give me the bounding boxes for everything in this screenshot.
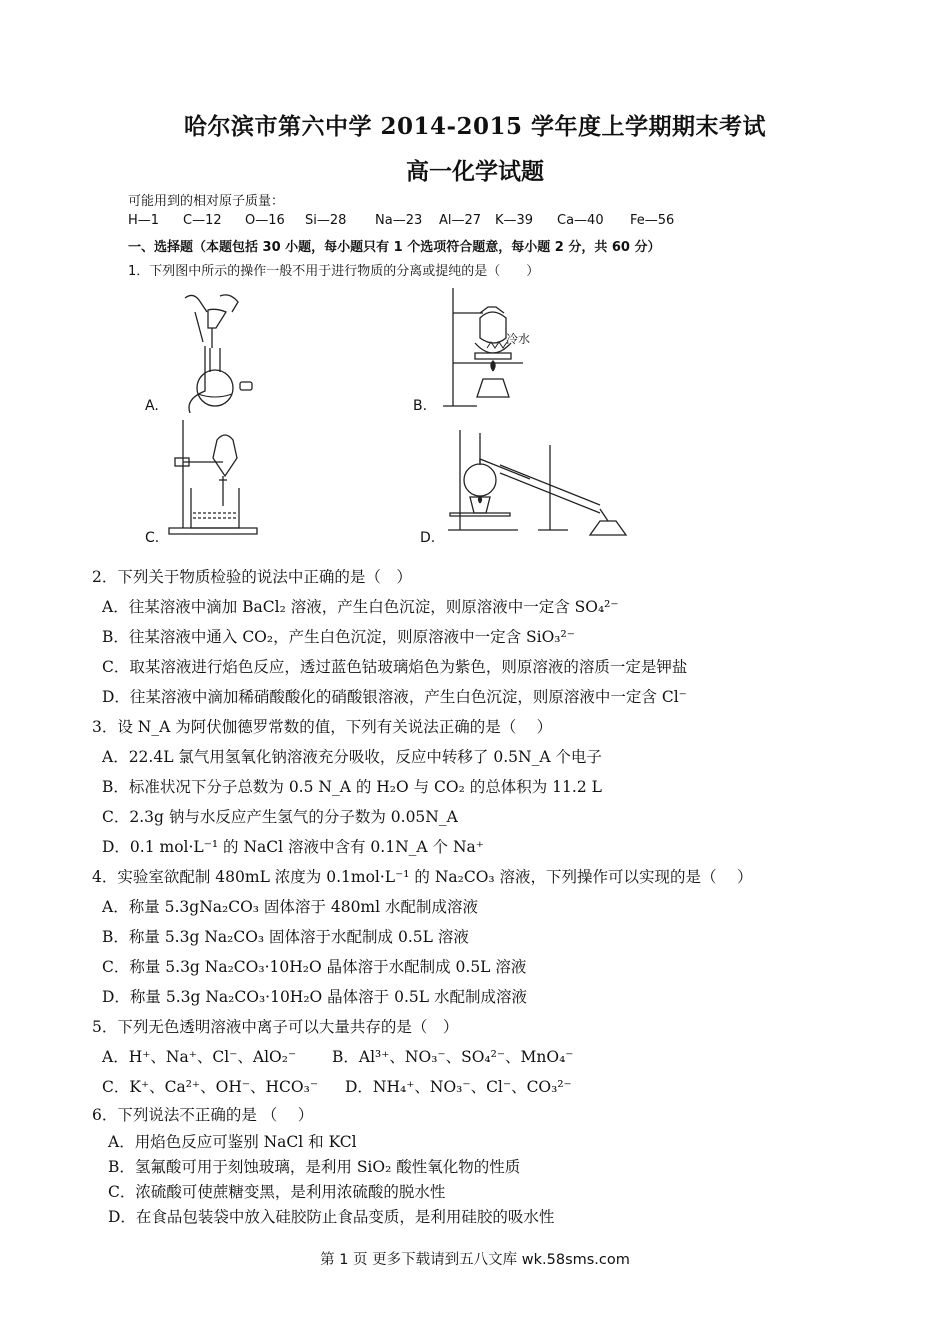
mass-item: H—1 [128,213,160,228]
filtration-figure [140,288,280,413]
section-heading: 一、选择题（本题包括 30 小题，每小题只有 1 个选项符合题意，每小题 2 分，共 60 分） [128,240,661,255]
mass-item: Si—28 [305,213,347,228]
exam-title: 哈尔滨市第六中学 2014-2015 学年度上学期期末考试 [183,113,767,140]
figure-label-b: B. [413,398,428,414]
question-3-option-b: B．标准状况下分子总数为 0.5 N_A 的 H₂O 与 CO₂ 的总体积为 11.2 L [102,778,602,796]
question-2-option-b: B．往某溶液中通入 CO₂，产生白色沉淀，则原溶液中一定含 SiO₃²⁻ [102,628,575,646]
question-5-option-d: D．NH₄⁺、NO₃⁻、Cl⁻、CO₃²⁻ [345,1078,572,1096]
question-4-option-a: A．称量 5.3gNa₂CO₃ 固体溶于 480ml 水配制成溶液 [102,898,479,916]
question-3-option-d: D．0.1 mol·L⁻¹ 的 NaCl 溶液中含有 0.1N_A 个 Na⁺ [102,838,484,856]
figure-label-d: D. [420,530,436,546]
question-2-stem: 2．下列关于物质检验的说法中正确的是（ ） [92,568,412,586]
question-5-option-c: C．K⁺、Ca²⁺、OH⁻、HCO₃⁻ [102,1078,319,1096]
mass-item: C—12 [183,213,222,228]
question-2-option-a: A．往某溶液中滴加 BaCl₂ 溶液，产生白色沉淀，则原溶液中一定含 SO₄²⁻ [102,598,619,616]
separatory-funnel-figure [165,418,265,538]
question-3-option-a: A．22.4L 氯气用氢氧化钠溶液充分吸收，反应中转移了 0.5N_A 个电子 [102,748,602,766]
question-3-option-c: C．2.3g 钠与水反应产生氢气的分子数为 0.05N_A [102,808,458,826]
question-6-option-a: A．用焰色反应可鉴别 NaCl 和 KCl [108,1133,357,1151]
mass-item: Ca—40 [557,213,604,228]
question-5-option-a: A．H⁺、Na⁺、Cl⁻、AlO₂⁻ [102,1048,297,1066]
page-footer: 第 1 页 更多下载请到五八文库 wk.58sms.com [320,1252,630,1268]
mass-intro: 可能用到的相对原子质量： [128,194,285,209]
sublimation-figure [435,283,545,413]
figure-label-c: C. [145,530,160,546]
question-4-option-c: C．称量 5.3g Na₂CO₃·10H₂O 晶体溶于水配制成 0.5L 溶液 [102,958,527,976]
question-2-option-d: D．往某溶液中滴加稀硝酸酸化的硝酸银溶液，产生白色沉淀，则原溶液中一定含 Cl⁻ [102,688,687,706]
mass-item: O—16 [245,213,285,228]
mass-item: Na—23 [375,213,423,228]
question-4-stem: 4．实验室欲配制 480mL 浓度为 0.1mol·L⁻¹ 的 Na₂CO₃ 溶液，下列操作可以实现的是（ ） [92,868,753,886]
mass-item: Fe—56 [630,213,675,228]
exam-subtitle: 高一化学试题 [406,158,544,185]
mass-item: Al—27 [439,213,482,228]
question-2-option-c: C．取某溶液进行焰色反应，透过蓝色钴玻璃焰色为紫色，则原溶液的溶质一定是钾盐 [102,658,688,676]
question-1-stem: 1．下列图中所示的操作一般不用于进行物质的分离或提纯的是（ ） [128,264,540,279]
question-5-stem: 5．下列无色透明溶液中离子可以大量共存的是（ ） [92,1018,459,1036]
distillation-figure [440,425,650,540]
question-6-option-c: C．浓硫酸可使蔗糖变黑，是利用浓硫酸的脱水性 [108,1183,446,1201]
cold-water-note: 冷水 [506,332,531,346]
question-6-option-b: B．氢氟酸可用于刻蚀玻璃，是利用 SiO₂ 酸性氧化物的性质 [108,1158,521,1176]
question-5-option-b: B．Al³⁺、NO₃⁻、SO₄²⁻、MnO₄⁻ [332,1048,574,1066]
figure-label-a: A. [145,398,159,414]
question-6-stem: 6．下列说法不正确的是 （ ） [92,1106,314,1124]
question-3-stem: 3．设 N_A 为阿伏伽德罗常数的值，下列有关说法正确的是（ ） [92,718,553,736]
mass-item: K—39 [495,213,534,228]
question-4-option-d: D．称量 5.3g Na₂CO₃·10H₂O 晶体溶于 0.5L 水配制成溶液 [102,988,527,1006]
question-4-option-b: B．称量 5.3g Na₂CO₃ 固体溶于水配制成 0.5L 溶液 [102,928,469,946]
question-6-option-d: D．在食品包装袋中放入硅胶防止食品变质，是利用硅胶的吸水性 [108,1208,555,1226]
